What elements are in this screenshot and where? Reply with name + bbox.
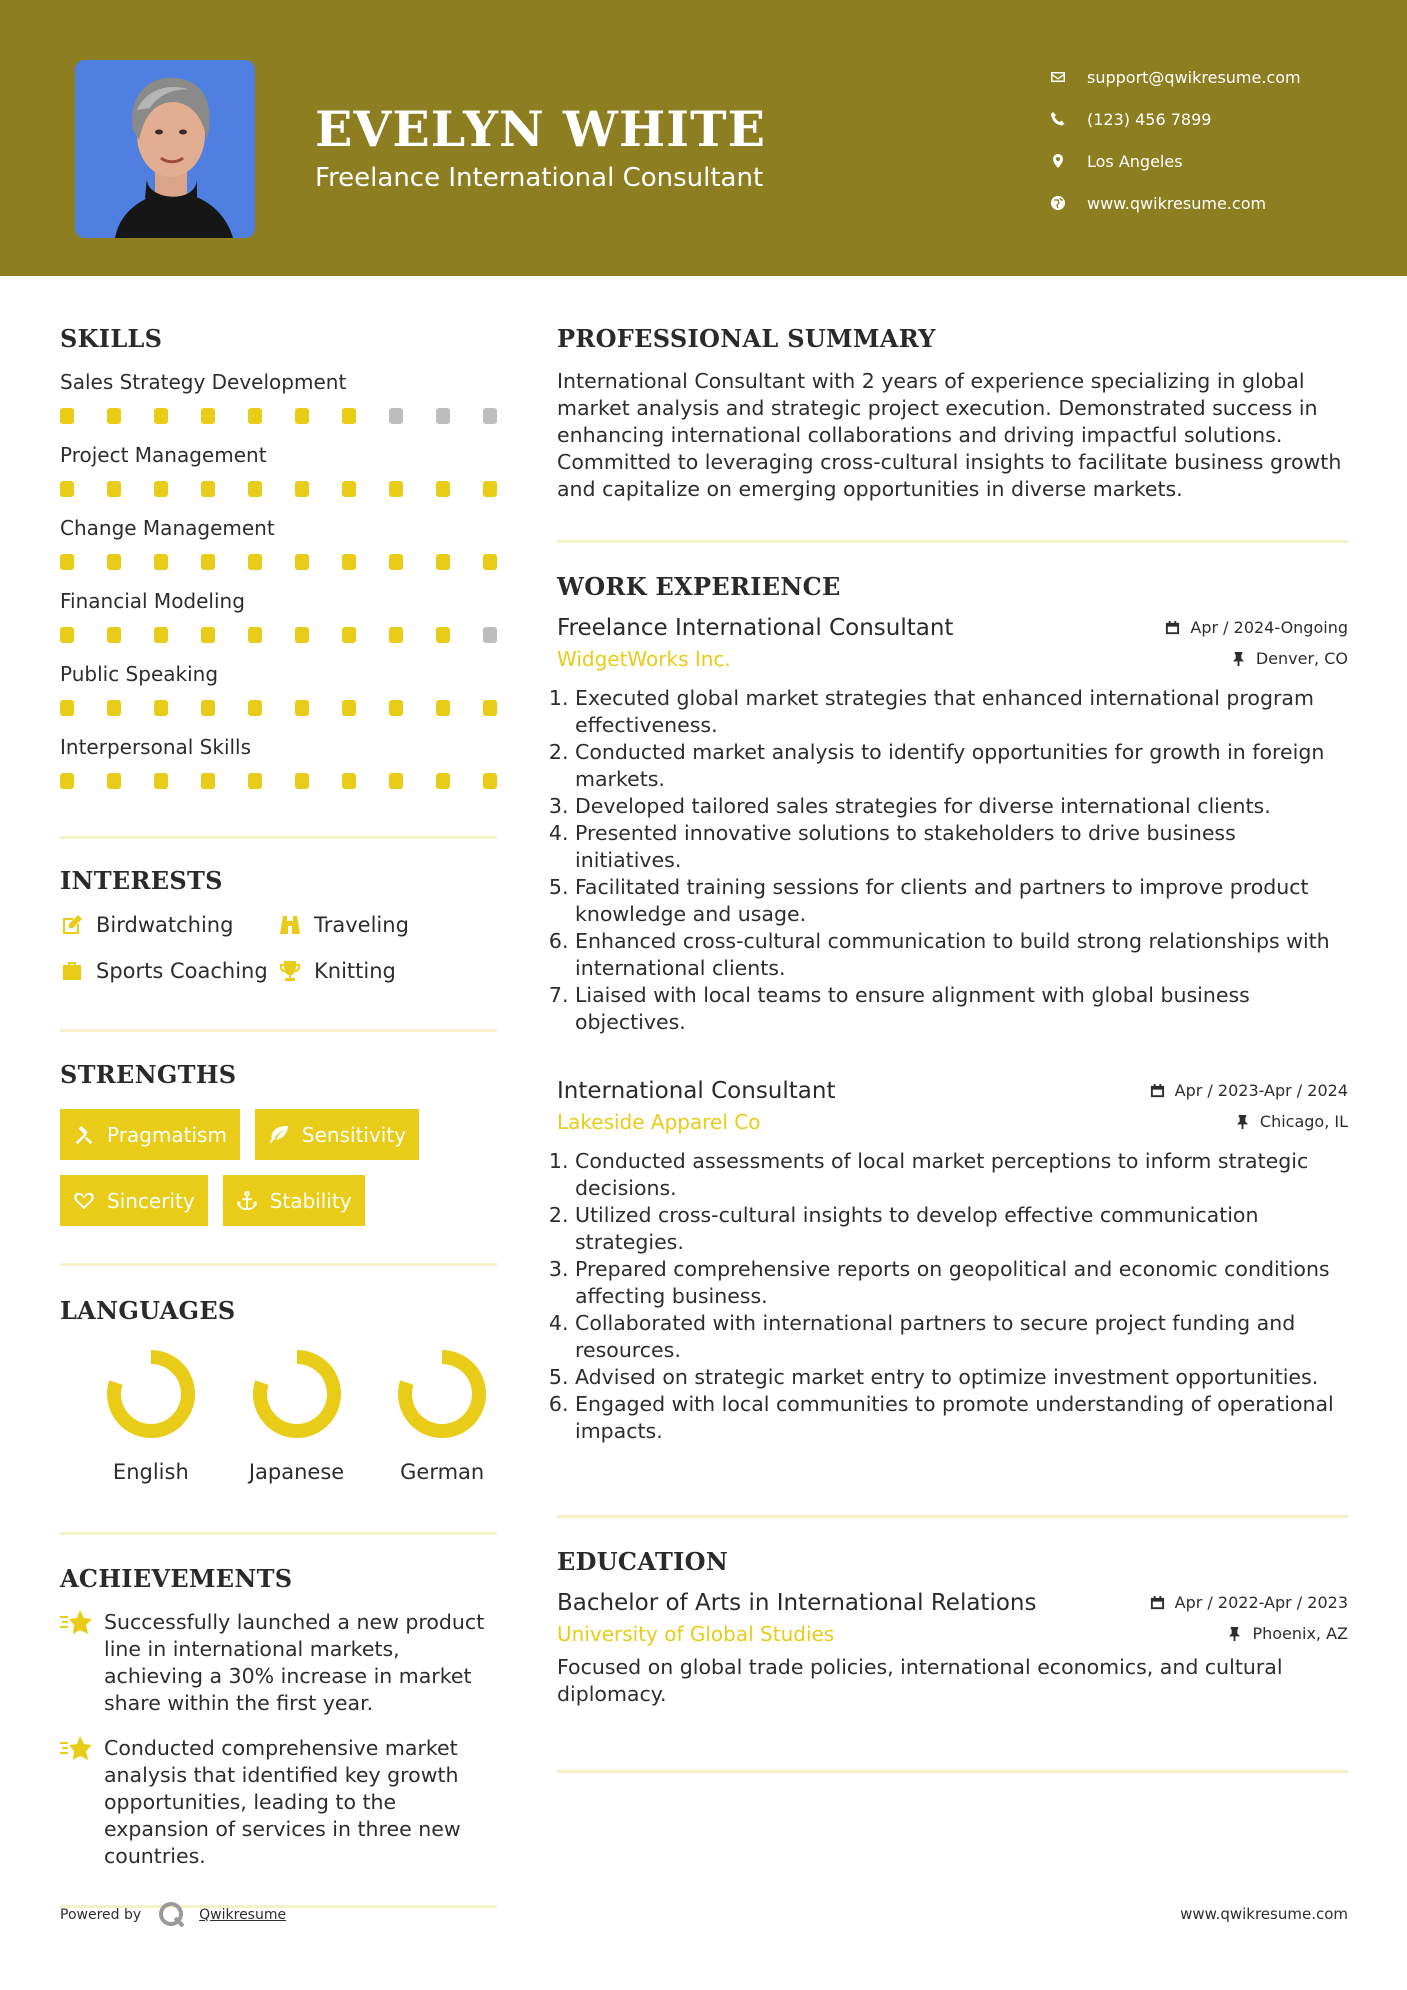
- skill-dot-filled: [342, 627, 356, 643]
- skill-dot-filled: [201, 481, 215, 497]
- divider: [557, 1515, 1348, 1518]
- skill-dot-filled: [60, 481, 74, 497]
- skill-dot-filled: [154, 481, 168, 497]
- skill-rating: [60, 554, 497, 570]
- skill-dot-filled: [295, 773, 309, 789]
- pushpin-icon: [1227, 1626, 1242, 1641]
- contact-location: Los Angeles: [1050, 140, 1301, 182]
- interests-list: [60, 912, 497, 984]
- strength-tag: Stability: [223, 1175, 365, 1226]
- interests-title: INTERESTS: [60, 866, 223, 895]
- skill-dot-filled: [248, 408, 262, 424]
- skill-dot-empty: [436, 408, 450, 424]
- footer-website[interactable]: www.qwikresume.com: [1180, 1905, 1348, 1923]
- skills-title: SKILLS: [60, 324, 163, 353]
- job-bullet: 1. Executed global market strategies that enhanced international program effectiveness.: [575, 685, 1348, 739]
- skill-dot-filled: [154, 554, 168, 570]
- skill-dot-filled: [60, 700, 74, 716]
- skill-dot-filled: [436, 481, 450, 497]
- skill-dot-filled: [295, 481, 309, 497]
- language-gauge: [251, 1348, 343, 1440]
- skill-dot-filled: [201, 554, 215, 570]
- languages-title: LANGUAGES: [60, 1296, 236, 1325]
- pushpin-icon: [1231, 651, 1246, 666]
- star-icon: [60, 1609, 94, 1637]
- candidate-headline: Freelance International Consultant: [315, 163, 764, 193]
- skill-dot-filled: [295, 627, 309, 643]
- skill-dot-filled: [154, 408, 168, 424]
- strengths-list: [60, 1109, 497, 1226]
- job-title: International Consultant: [557, 1078, 836, 1104]
- education-entry: [557, 1590, 1348, 1708]
- summary-text: International Consultant with 2 years of experience specializing in global market analysis and strategic project execution. Demonstrated success in enhancing international collaborations and driving impactful solutions. Committed to leveraging cross-cultural insights to facilitate business growth and capitalize on emerging opportunities in diverse markets.: [557, 369, 1342, 501]
- job-bullet: 6. Enhanced cross-cultural communication to build strong relationships with international clients.: [575, 928, 1348, 982]
- job-dates: Apr / 2024-Ongoing: [1165, 618, 1348, 637]
- interest-item: Birdwatching: [60, 912, 278, 938]
- job-bullet: 5. Facilitated training sessions for clients and partners to improve product knowledge and usage.: [575, 874, 1348, 928]
- skill-rating: [60, 773, 497, 789]
- strength-tag: Sensitivity: [255, 1109, 419, 1160]
- map-pin-icon: [1050, 153, 1087, 169]
- job-bullet: 5. Advised on strategic market entry to optimize investment opportunities.: [575, 1364, 1348, 1391]
- divider: [60, 1263, 497, 1266]
- divider: [60, 836, 497, 839]
- skill-dot-filled: [60, 408, 74, 424]
- skill-dot-empty: [483, 408, 497, 424]
- contact-website[interactable]: www.qwikresume.com: [1050, 182, 1301, 224]
- language-name: Japanese: [248, 1460, 345, 1484]
- language-item: [381, 1348, 527, 1484]
- skill-dot-filled: [107, 408, 121, 424]
- job-bullet: 6. Engaged with local communities to promote understanding of operational impacts.: [575, 1391, 1348, 1445]
- divider: [557, 540, 1348, 543]
- job-bullet: 2. Conducted market analysis to identify opportunities for growth in foreign markets.: [575, 739, 1348, 793]
- skill-dot-filled: [389, 627, 403, 643]
- education-dates: Apr / 2022-Apr / 2023: [1150, 1593, 1348, 1612]
- briefcase-icon: [60, 959, 84, 983]
- skill-rating: [60, 408, 497, 424]
- divider: [60, 1532, 497, 1535]
- skill-dot-filled: [389, 773, 403, 789]
- experience-title: WORK EXPERIENCE: [557, 572, 841, 601]
- contact-list: [1050, 56, 1301, 224]
- achievement-item: Conducted comprehensive market analysis that identified key growth opportunities, leading to the expansion of services in three new countries.: [60, 1735, 497, 1870]
- skill-name: Change Management: [60, 516, 275, 540]
- skill-dot-filled: [295, 554, 309, 570]
- skill-name: Public Speaking: [60, 662, 219, 686]
- leaf-icon: [268, 1124, 290, 1146]
- skill-item: [60, 589, 497, 662]
- education-title: EDUCATION: [557, 1547, 729, 1576]
- anchor-icon: [236, 1190, 258, 1212]
- skill-name: Sales Strategy Development: [60, 370, 347, 394]
- language-name: English: [112, 1460, 189, 1484]
- contact-phone[interactable]: (123) 456 7899: [1050, 98, 1301, 140]
- achievement-item: Successfully launched a new product line in international markets, achieving a 30% increase in market share within the first year.: [60, 1609, 497, 1717]
- pushpin-icon: [1235, 1114, 1250, 1129]
- globe-icon: [1050, 195, 1087, 211]
- skill-name: Interpersonal Skills: [60, 735, 252, 759]
- qwikresume-logo-icon: [157, 1900, 187, 1930]
- degree: Bachelor of Arts in International Relations: [557, 1590, 1037, 1616]
- skills-list: [60, 370, 497, 808]
- skill-dot-filled: [107, 700, 121, 716]
- skill-dot-filled: [60, 773, 74, 789]
- skill-dot-filled: [201, 408, 215, 424]
- job-bullet: 4. Collaborated with international partners to secure project funding and resources.: [575, 1310, 1348, 1364]
- skill-dot-filled: [107, 627, 121, 643]
- skill-dot-filled: [60, 627, 74, 643]
- skill-dot-filled: [248, 627, 262, 643]
- skill-dot-filled: [248, 773, 262, 789]
- calendar-icon: [1150, 1595, 1165, 1610]
- language-name: German: [400, 1460, 485, 1484]
- divider: [60, 1029, 497, 1032]
- skill-dot-filled: [248, 700, 262, 716]
- language-gauge: [105, 1348, 197, 1440]
- skill-dot-filled: [436, 700, 450, 716]
- strengths-title: STRENGTHS: [60, 1060, 237, 1089]
- skill-rating: [60, 481, 497, 497]
- skill-name: Project Management: [60, 443, 267, 467]
- school-name: University of Global Studies: [557, 1622, 835, 1646]
- skill-dot-filled: [107, 554, 121, 570]
- gavel-icon: [73, 1124, 95, 1146]
- skill-name: Financial Modeling: [60, 589, 245, 613]
- skill-item: [60, 370, 497, 443]
- skill-dot-filled: [295, 408, 309, 424]
- skill-dot-empty: [483, 627, 497, 643]
- skill-dot-filled: [295, 700, 309, 716]
- job-bullet: 3. Prepared comprehensive reports on geopolitical and economic conditions affecting business.: [575, 1256, 1348, 1310]
- job-bullet: 4. Presented innovative solutions to stakeholders to drive business initiatives.: [575, 820, 1348, 874]
- skill-dot-filled: [342, 481, 356, 497]
- education-description: Focused on global trade policies, international economics, and cultural diplomacy.: [557, 1655, 1283, 1706]
- skill-dot-filled: [483, 481, 497, 497]
- heart-icon: [73, 1190, 95, 1212]
- trophy-icon: [278, 959, 302, 983]
- skill-dot-filled: [248, 481, 262, 497]
- skill-dot-filled: [342, 408, 356, 424]
- strength-tag: Pragmatism: [60, 1109, 240, 1160]
- skill-dot-filled: [201, 700, 215, 716]
- skill-dot-filled: [436, 554, 450, 570]
- job-bullet: 2. Utilized cross-cultural insights to develop effective communication strategies.: [575, 1202, 1348, 1256]
- job-location: Chicago, IL: [1235, 1112, 1348, 1131]
- phone-icon: [1050, 111, 1087, 127]
- interest-item: Sports Coaching: [60, 958, 278, 984]
- skill-rating: [60, 627, 497, 643]
- skill-dot-filled: [342, 554, 356, 570]
- skill-dot-filled: [342, 700, 356, 716]
- skill-dot-filled: [154, 627, 168, 643]
- interest-item: Knitting: [278, 958, 497, 984]
- skill-dot-filled: [389, 554, 403, 570]
- company-name: Lakeside Apparel Co: [557, 1110, 761, 1134]
- contact-email[interactable]: support@qwikresume.com: [1050, 56, 1301, 98]
- edit-icon: [60, 913, 84, 937]
- profile-photo: [75, 60, 255, 238]
- calendar-icon: [1150, 1083, 1165, 1098]
- skill-dot-filled: [60, 554, 74, 570]
- skill-dot-filled: [483, 554, 497, 570]
- summary-title: PROFESSIONAL SUMMARY: [557, 324, 936, 353]
- skill-item: [60, 516, 497, 589]
- language-item: [236, 1348, 382, 1484]
- languages-list: [90, 1348, 527, 1484]
- candidate-name: EVELYN WHITE: [315, 100, 766, 158]
- interest-item: Traveling: [278, 912, 497, 938]
- skill-dot-filled: [201, 627, 215, 643]
- skill-item: [60, 735, 497, 808]
- skill-item: [60, 443, 497, 516]
- star-icon: [60, 1735, 94, 1763]
- skill-dot-filled: [436, 773, 450, 789]
- strength-tag: Sincerity: [60, 1175, 208, 1226]
- achievements-title: ACHIEVEMENTS: [60, 1564, 293, 1593]
- job-entry: [557, 615, 1348, 1036]
- job-bullet: 3. Developed tailored sales strategies for diverse international clients.: [575, 793, 1348, 820]
- job-location: Denver, CO: [1231, 649, 1348, 668]
- language-gauge-arc: [260, 1357, 334, 1431]
- skill-dot-filled: [389, 700, 403, 716]
- skill-dot-filled: [483, 700, 497, 716]
- language-item: [90, 1348, 236, 1484]
- divider: [557, 1770, 1348, 1773]
- language-gauge-arc: [114, 1357, 188, 1431]
- skill-dot-filled: [483, 773, 497, 789]
- job-bullets: [557, 1148, 1348, 1445]
- job-entry: [557, 1078, 1348, 1445]
- job-dates: Apr / 2023-Apr / 2024: [1150, 1081, 1348, 1100]
- job-bullet: 1. Conducted assessments of local market perceptions to inform strategic decisions.: [575, 1148, 1348, 1202]
- resume-header: [0, 0, 1407, 276]
- calendar-icon: [1165, 620, 1180, 635]
- envelope-icon: [1050, 69, 1087, 85]
- qwikresume-link[interactable]: Qwikresume: [199, 1907, 287, 1923]
- binoculars-icon: [278, 913, 302, 937]
- skill-dot-filled: [154, 773, 168, 789]
- skill-dot-filled: [342, 773, 356, 789]
- achievements-list: [60, 1609, 497, 1888]
- skill-dot-filled: [154, 700, 168, 716]
- skill-dot-empty: [389, 408, 403, 424]
- job-bullet: 7. Liaised with local teams to ensure alignment with global business objectives.: [575, 982, 1348, 1036]
- company-name: WidgetWorks Inc.: [557, 647, 731, 671]
- skill-dot-filled: [107, 773, 121, 789]
- skill-dot-filled: [248, 554, 262, 570]
- skill-item: [60, 662, 497, 735]
- job-title: Freelance International Consultant: [557, 615, 954, 641]
- language-gauge-arc: [405, 1357, 479, 1431]
- skill-dot-filled: [389, 481, 403, 497]
- footer-powered-by: Powered by Qwikresume: [60, 1900, 286, 1930]
- education-location: Phoenix, AZ: [1227, 1624, 1348, 1643]
- skill-dot-filled: [436, 627, 450, 643]
- skill-rating: [60, 700, 497, 716]
- skill-dot-filled: [107, 481, 121, 497]
- skill-dot-filled: [201, 773, 215, 789]
- job-bullets: [557, 685, 1348, 1036]
- language-gauge: [396, 1348, 488, 1440]
